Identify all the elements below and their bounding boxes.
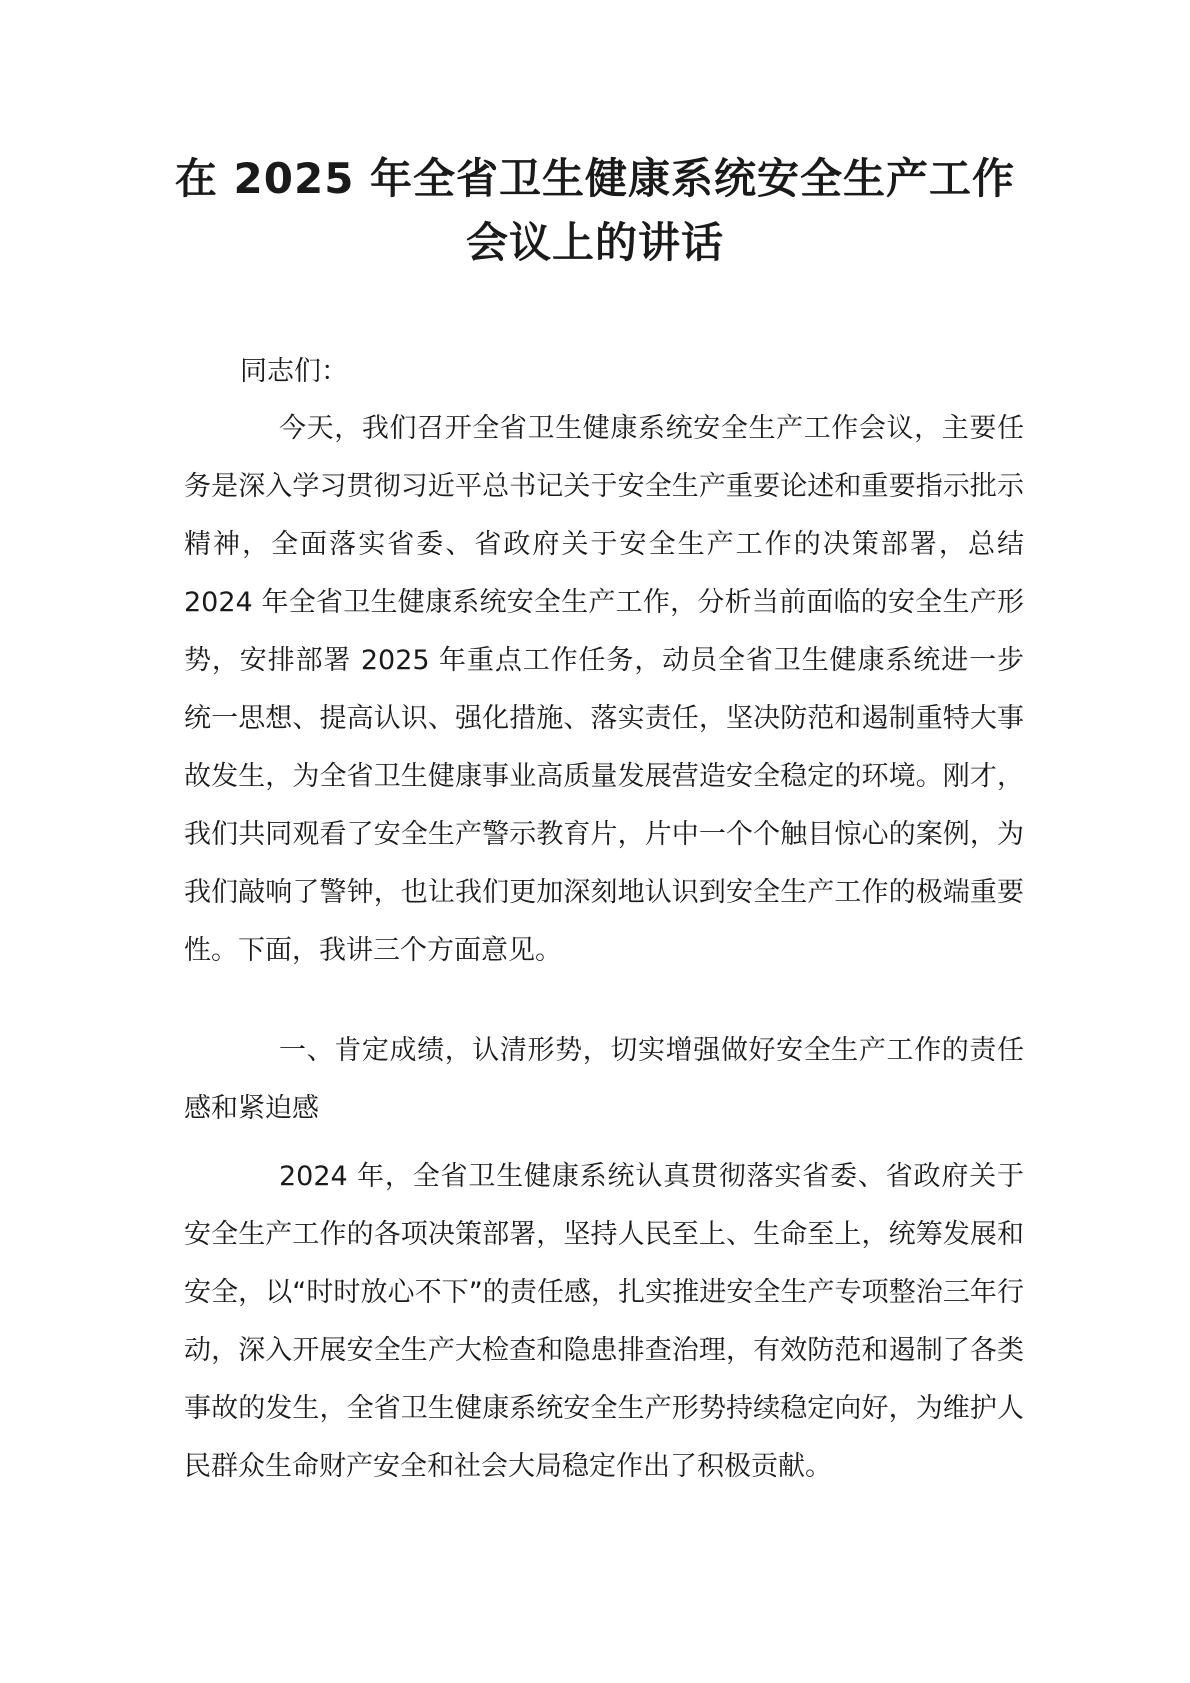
salutation: 同志们： — [240, 356, 348, 387]
paragraph-intro: 今天，我们召开全省卫生健康系统安全生产工作会议，主要任务是深入学习贯彻习近平总书记关于安全生产重要论述和重要指示批示精神，全面落实省委、省政府关于安全生产工作的决策部署，总结 2024 年全省卫生健康系统安全生产工作，分析当前面临的安全生产形势，安排部署 2025 年重点工作任务，动员全省卫生健康系统进一步统一思想、提高认识、强化措施、落实责任，坚决防范和遏制重特大事故发生，为全省卫生健康事业高质量发展营造安全稳定的环境。刚才，我们共同观看了安全生产警示教育片，片中一个个触目惊心的案例，为我们敲响了警钟，也让我们更加深刻地认识到安全生产工作的极端重要性。下面，我讲三个方面意见。 — [184, 413, 1024, 966]
section-heading-1: 一、肯定成绩，认清形势，切实增强做好安全生产工作的责任感和紧迫感 — [184, 1035, 1024, 1124]
document-title-line-2: 会议上的讲话 — [465, 218, 724, 267]
paragraph-achievements: 2024 年，全省卫生健康系统认真贯彻落实省委、省政府关于安全生产工作的各项决策部署，坚持人民至上、生命至上，统筹发展和安全，以“时时放心不下”的责任感，扎实推进安全生产专项整治三年行动，深入开展安全生产大检查和隐患排查治理，有效防范和遏制了各类事故的发生，全省卫生健康系统安全生产形势持续稳定向好，为维护人民群众生命财产安全和社会大局稳定作出了积极贡献。 — [184, 1161, 1024, 1482]
document-title-line-1: 在 2025 年全省卫生健康系统安全生产工作 — [174, 154, 1016, 203]
